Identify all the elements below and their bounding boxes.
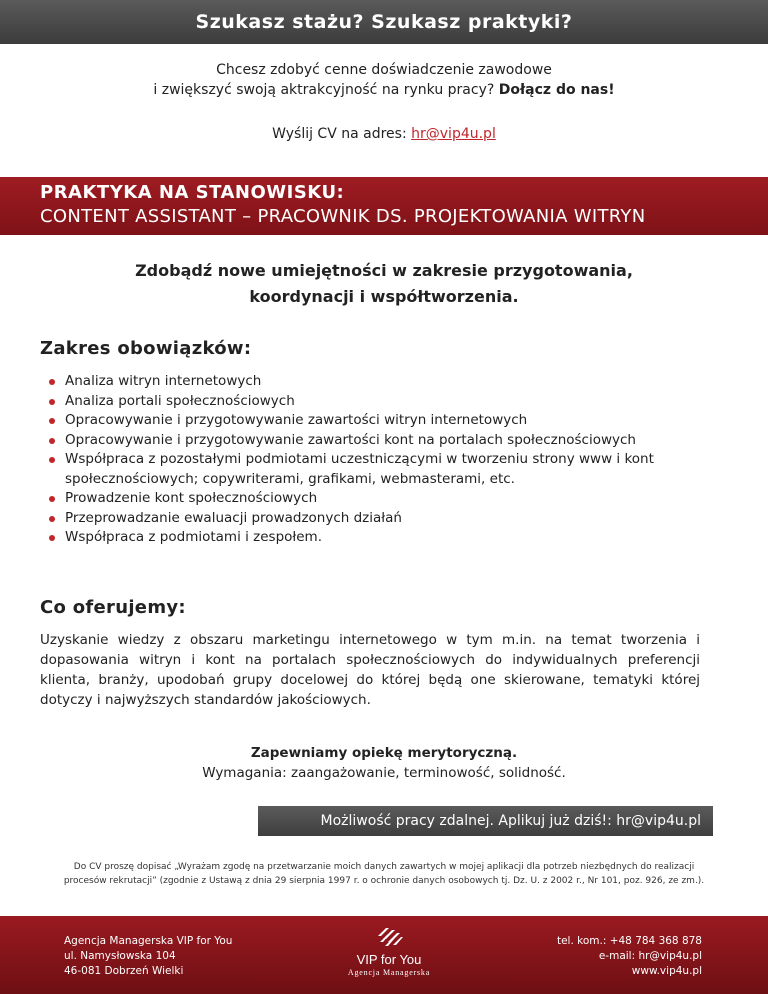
header-title: Szukasz stażu? Szukasz praktyki? [195,11,573,33]
headline-line-2: koordynacji i współtworzenia. [249,287,519,306]
consent-note: Do CV proszę dopisać „Wyrażam zgodę na przetwarzanie moich danych zawartych w mojej aplikacji dla potrzeb niezbędnych do realizacji procesów rekrutacji” (zgodnie z Ustawą z dnia 29 sierpnia 1997 r. o ochronie danych osobowych tj. Dz. U. z 2002 r., Nr 101, poz. 926, ze zm.). [63,862,705,886]
contact-info [557,934,702,979]
intro-line-2-text: i zwiększyć swoją aktrakcyjność na rynku pracy? [153,82,495,98]
care-block [0,743,768,783]
offer-title: Co oferujemy: [40,597,186,618]
intro-text [0,60,768,100]
phone-text: tel. kom.: +48 784 368 878 [556,935,702,947]
company-name: Agencja Managerska VIP for You [64,935,233,947]
company-address [64,934,232,979]
list-item: Współpraca z podmiotami i zespołem. [48,528,728,548]
list-item: Analiza portali społecznościowych [48,392,728,412]
position-title: CONTENT ASSISTANT – PRACOWNIK DS. PROJEKTOWANIA WITRYN [40,206,646,227]
join-us-text: Dołącz do nas! [498,82,615,98]
logo-stripes-icon [374,926,404,952]
offer-text: Uzyskanie wiedzy z obszaru marketingu internetowego w tym m.in. na temat tworzenia i dopasowania witryn i kont na portalach społecznościowych do indywidualnych preferencji klienta, branży, upodobań grupy docelowej do której będą one skierowane, tematyki której dotyczy i najwyższych standardów jakościowych. [40,632,700,708]
requirements-text: Wymagania: zaangażowanie, terminowość, solidność. [202,765,566,781]
cv-email-link[interactable]: hr@vip4u.pl [411,126,496,142]
logo-subtitle: Agencja Managerska [347,968,431,977]
list-item: Przeprowadzanie ewaluacji prowadzonych działań [48,509,728,529]
cv-prefix: Wyślij CV na adres: [272,126,407,142]
care-text: Zapewniamy opiekę merytoryczną. [250,745,518,761]
logo-name: VIP for You [356,952,422,967]
company-street: ul. Namysłowska 104 [64,950,176,962]
position-label: PRAKTYKA NA STANOWISKU: [40,182,345,203]
website-text: www.vip4u.pl [631,965,702,977]
list-item: Prowadzenie kont społecznościowych [48,489,728,509]
company-city: 46-081 Dobrzeń Wielki [64,965,184,977]
footer [0,916,768,994]
cv-address-line [0,126,768,142]
list-item: Analiza witryn internetowych [48,372,728,392]
apply-text: Możliwość pracy zdalnej. Aplikuj już dziś!: hr@vip4u.pl [320,813,701,829]
intro-line-2 [0,80,768,100]
vip-logo [324,926,454,990]
headline [0,258,768,310]
headline-line-1: Zdobądź nowe umiejętności w zakresie przygotowania, [135,261,633,280]
list-item: Opracowywanie i przygotowywanie zawartości witryn internetowych [48,411,728,431]
list-item: Opracowywanie i przygotowywanie zawartości kont na portalach społecznościowych [48,431,728,451]
email-text: e-mail: hr@vip4u.pl [598,950,702,962]
header-banner [0,0,768,44]
list-item: Współpraca z pozostałymi podmiotami uczestniczącymi w tworzeniu strony www i kont społecznościowych; copywriterami, grafikami, webmasterami, etc. [48,450,728,489]
intro-line-1: Chcesz zdobyć cenne doświadczenie zawodowe [216,62,552,78]
position-banner [0,177,768,235]
duties-list [48,372,728,548]
apply-bar [258,806,713,836]
duties-title: Zakres obowiązków: [40,338,252,359]
